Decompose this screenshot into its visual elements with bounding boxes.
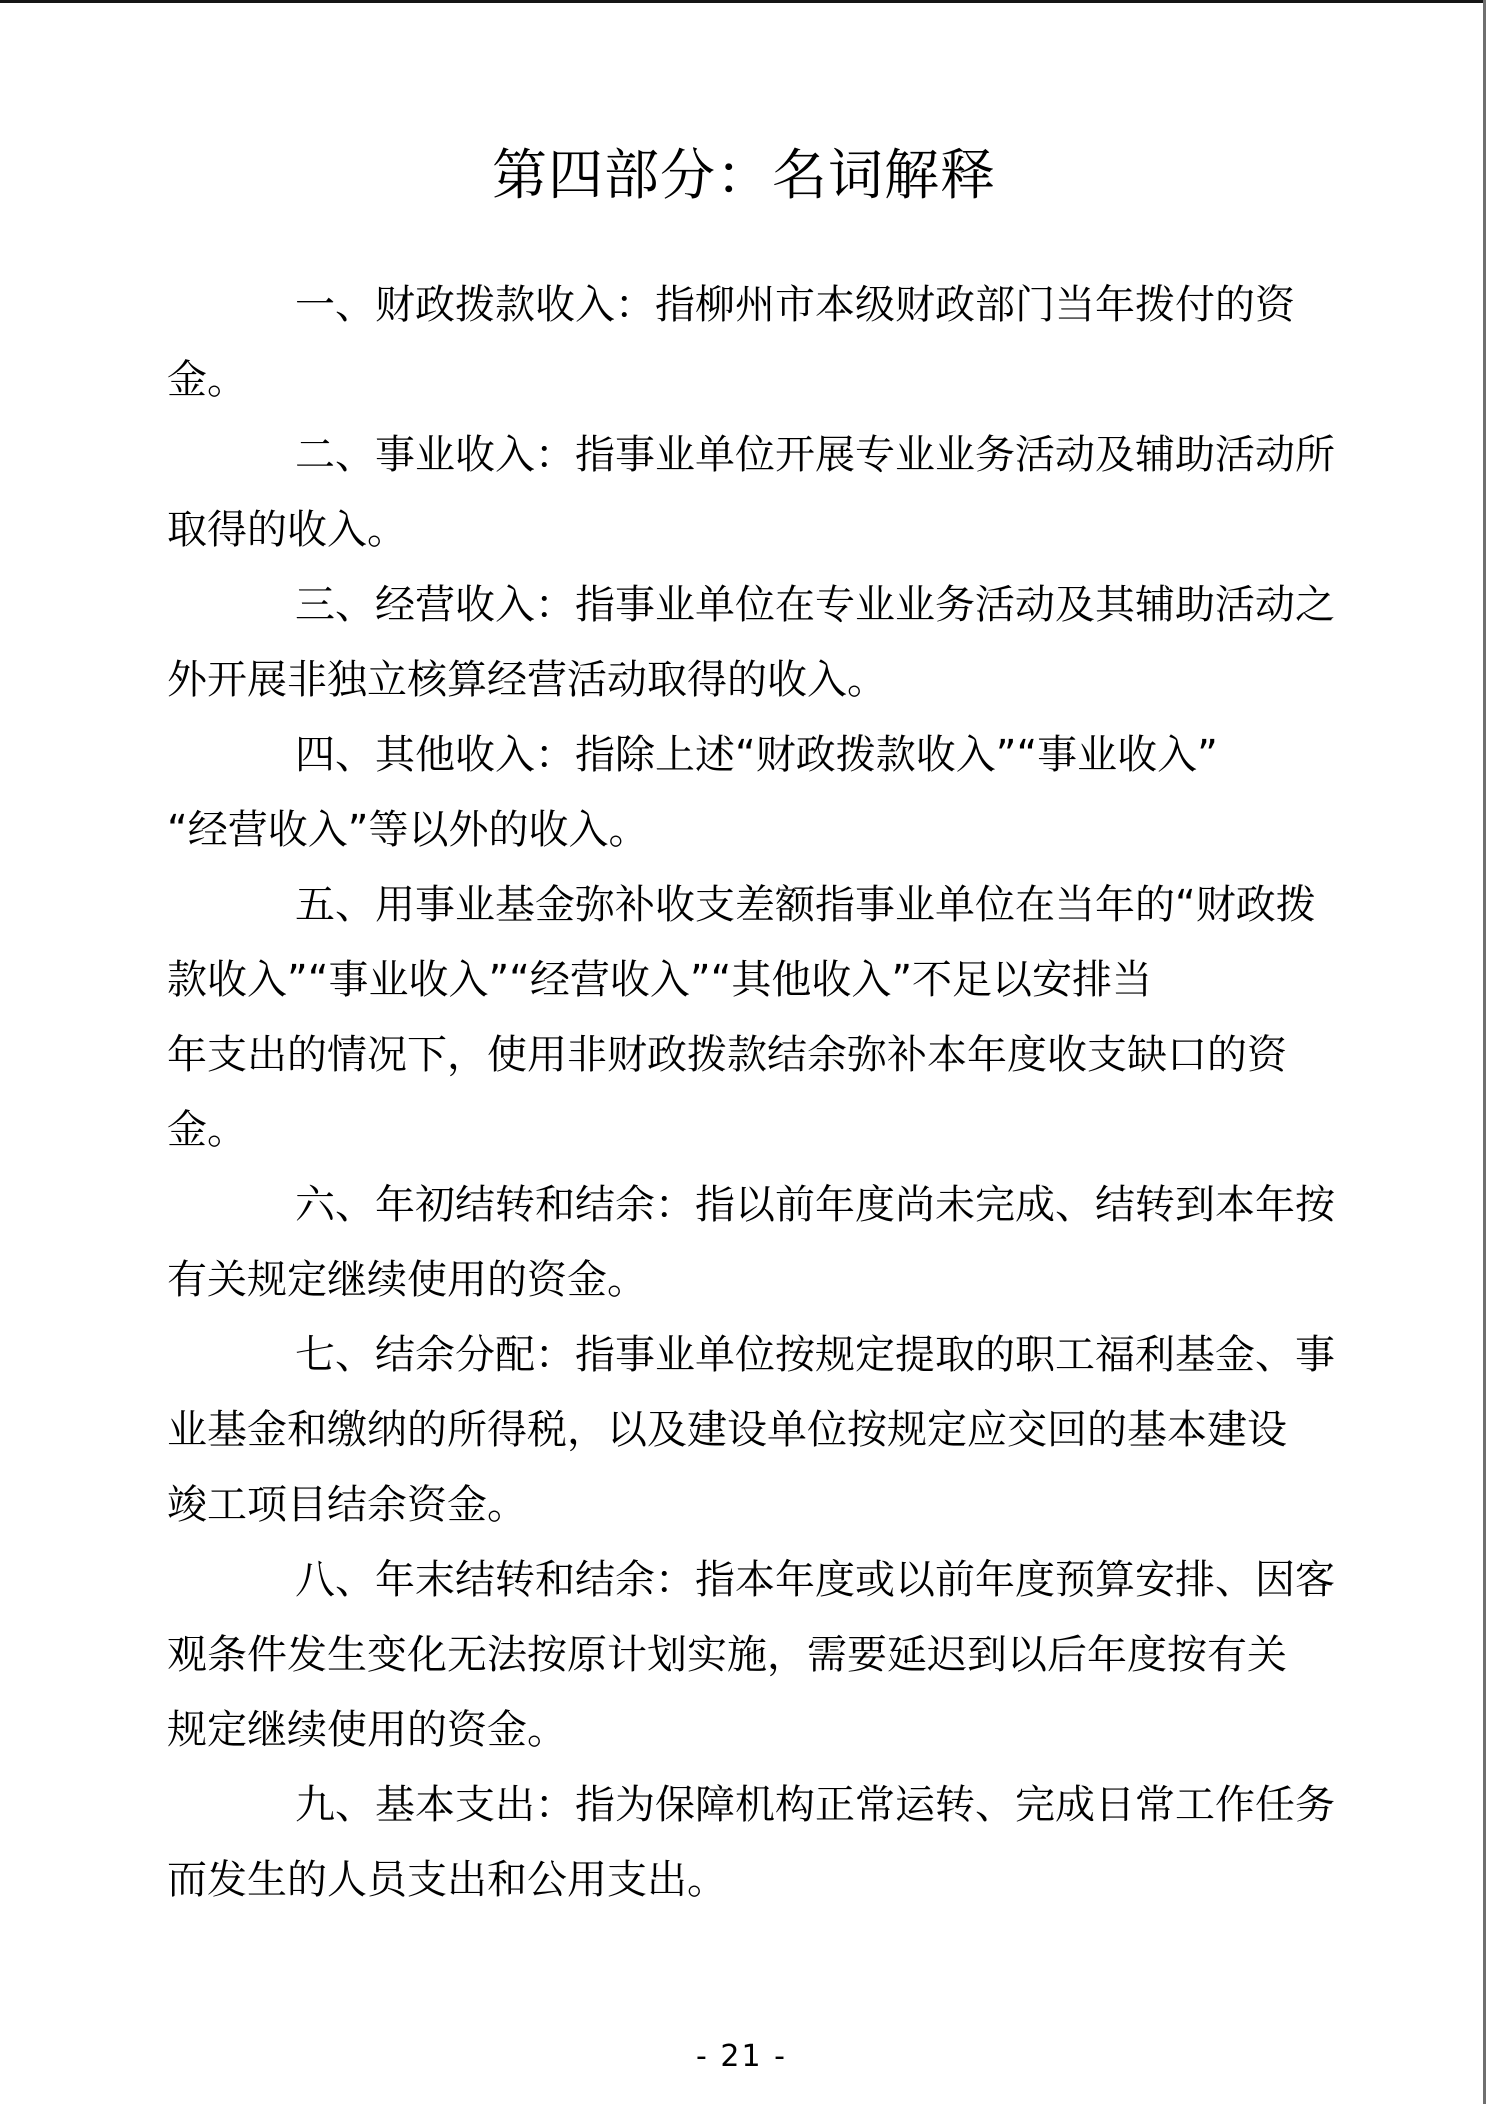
paragraph (167, 1768, 1335, 1918)
text-line: 年支出的情况下，使用非财政拨款结余弥补本年度收支缺口的资 (167, 1032, 1287, 1078)
text-line: 九、基本支出：指为保障机构正常运转、完成日常工作任务 (295, 1782, 1335, 1828)
text-line: 六、年初结转和结余：指以前年度尚未完成、结转到本年按 (295, 1182, 1335, 1228)
paragraph (167, 1543, 1335, 1768)
text-line: 有关规定继续使用的资金。 (167, 1257, 647, 1303)
text-line: 七、结余分配：指事业单位按规定提取的职工福利基金、事 (295, 1332, 1335, 1378)
paragraph (167, 568, 1335, 718)
text-line: 金。 (167, 1107, 247, 1153)
text-line: 五、用事业基金弥补收支差额指事业单位在当年的“财政拨 (295, 882, 1316, 928)
paragraph (167, 268, 1295, 418)
paragraph (167, 418, 1335, 568)
text-line: 二、事业收入：指事业单位开展专业业务活动及辅助活动所 (295, 432, 1335, 478)
text-line: 规定继续使用的资金。 (167, 1707, 567, 1753)
text-line: 业基金和缴纳的所得税，以及建设单位按规定应交回的基本建设 (167, 1407, 1287, 1453)
text-line: 三、经营收入：指事业单位在专业业务活动及其辅助活动之 (295, 582, 1335, 628)
text-line: 金。 (167, 357, 247, 403)
paragraph (167, 1318, 1335, 1543)
text-line: 竣工项目结余资金。 (167, 1482, 527, 1528)
right-edge-line (1483, 0, 1486, 2104)
text-line: 八、年末结转和结余：指本年度或以前年度预算安排、因客 (295, 1557, 1335, 1603)
document-body (167, 268, 1335, 1918)
text-line: 外开展非独立核算经营活动取得的收入。 (167, 657, 887, 703)
paragraph (167, 868, 1316, 1168)
text-line: 四、其他收入：指除上述“财政拨款收入”“事业收入” (295, 732, 1218, 778)
text-line: 一、财政拨款收入：指柳州市本级财政部门当年拨付的资 (295, 282, 1295, 328)
text-line: 观条件发生变化无法按原计划实施，需要延迟到以后年度按有关 (167, 1632, 1287, 1678)
text-line: “经营收入”等以外的收入。 (167, 807, 649, 853)
top-edge-line (0, 0, 1483, 3)
paragraph (167, 718, 1288, 868)
text-line: 取得的收入。 (167, 507, 407, 553)
paragraph (167, 1168, 1335, 1318)
text-line: 款收入”“事业收入”“经营收入”“其他收入”不足以安排当 (167, 957, 1153, 1003)
page-title: 第四部分：名词解释 (491, 143, 996, 207)
text-line: 而发生的人员支出和公用支出。 (167, 1857, 727, 1903)
page-number: - 21 - (696, 2039, 787, 2074)
